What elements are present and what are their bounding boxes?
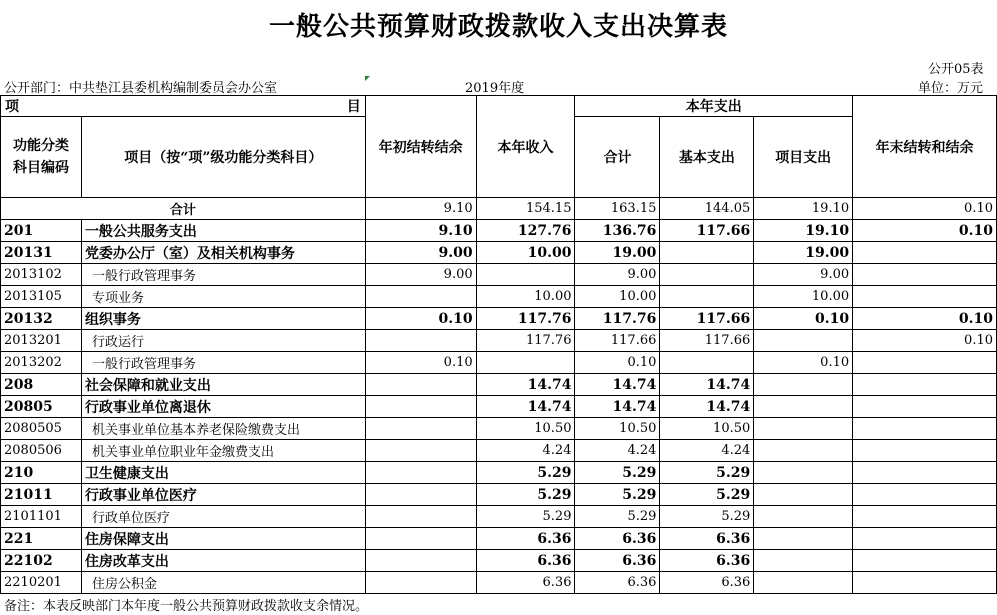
table-row <box>1 418 997 440</box>
income-cell: 14.74 <box>476 374 575 396</box>
income-cell: 5.29 <box>476 462 575 484</box>
table-row <box>1 308 997 330</box>
name-cell: 一般行政管理事务 <box>81 264 365 286</box>
end-balance-cell <box>853 242 997 264</box>
begin-balance-cell <box>365 550 476 572</box>
code-cell: 2013105 <box>1 286 82 308</box>
income-cell: 5.29 <box>476 484 575 506</box>
table-row <box>1 572 997 594</box>
end-balance-cell <box>853 396 997 418</box>
end-balance-cell <box>853 572 997 594</box>
begin-balance-cell <box>365 506 476 528</box>
income-cell: 6.36 <box>476 550 575 572</box>
total-expense-cell: 163.15 <box>575 198 660 220</box>
basic-expense-cell: 5.29 <box>660 506 754 528</box>
end-balance-cell <box>853 352 997 374</box>
project-expense-cell: 19.10 <box>754 220 853 242</box>
code-cell: 2013201 <box>1 330 82 352</box>
code-cell: 20132 <box>1 308 82 330</box>
begin-balance-cell <box>365 440 476 462</box>
footnote: 备注：本表反映部门本年度一般公共预算财政拨款收支余情况。 <box>4 599 369 614</box>
basic-expense-cell: 6.36 <box>660 572 754 594</box>
code-cell: 201 <box>1 220 82 242</box>
end-balance-cell <box>853 528 997 550</box>
income-cell: 10.00 <box>476 242 575 264</box>
total-expense-cell: 5.29 <box>575 462 660 484</box>
basic-expense-cell: 14.74 <box>660 374 754 396</box>
table-row <box>1 330 997 352</box>
name-cell: 机关事业单位基本养老保险缴费支出 <box>81 418 365 440</box>
begin-balance-cell <box>365 396 476 418</box>
basic-expense-cell <box>660 264 754 286</box>
total-expense-header: 合计 <box>575 117 660 198</box>
basic-expense-cell <box>660 286 754 308</box>
expense-group-header: 本年支出 <box>575 96 853 117</box>
income-cell: 117.76 <box>476 330 575 352</box>
income-cell <box>476 352 575 374</box>
table-row <box>1 286 997 308</box>
total-expense-cell: 117.66 <box>575 330 660 352</box>
project-expense-cell <box>754 506 853 528</box>
begin-balance-cell <box>365 374 476 396</box>
end-balance-cell <box>853 484 997 506</box>
item-header-right: 目 <box>346 99 361 115</box>
code-column-header-line2: 科目编码 <box>12 160 69 176</box>
end-balance-cell <box>853 550 997 572</box>
table-row <box>1 550 997 572</box>
table-row <box>1 528 997 550</box>
total-label-cell: 合计 <box>1 198 366 220</box>
code-cell: 210 <box>1 462 82 484</box>
total-expense-cell: 117.76 <box>575 308 660 330</box>
code-cell: 2101101 <box>1 506 82 528</box>
basic-expense-cell <box>660 242 754 264</box>
name-cell: 一般行政管理事务 <box>81 352 365 374</box>
total-expense-cell: 14.74 <box>575 396 660 418</box>
basic-expense-cell: 6.36 <box>660 528 754 550</box>
table-row <box>1 264 997 286</box>
basic-expense-cell: 6.36 <box>660 550 754 572</box>
begin-balance-cell: 9.00 <box>365 242 476 264</box>
begin-balance-cell <box>365 418 476 440</box>
name-cell: 专项业务 <box>81 286 365 308</box>
total-expense-cell: 10.50 <box>575 418 660 440</box>
income-cell: 10.00 <box>476 286 575 308</box>
name-cell: 行政运行 <box>81 330 365 352</box>
end-balance-cell <box>853 418 997 440</box>
department-label: 公开部门：中共垫江县委机构编制委员会办公室 <box>4 81 278 96</box>
basic-expense-cell <box>660 352 754 374</box>
income-cell: 154.15 <box>476 198 575 220</box>
code-cell: 20131 <box>1 242 82 264</box>
name-cell: 行政单位医疗 <box>81 506 365 528</box>
table-row <box>1 506 997 528</box>
end-balance-cell <box>853 374 997 396</box>
begin-balance-cell: 0.10 <box>365 352 476 374</box>
income-cell: 14.74 <box>476 396 575 418</box>
total-expense-cell: 6.36 <box>575 572 660 594</box>
begin-balance-header: 年初结转结余 <box>365 96 476 198</box>
project-expense-cell: 19.10 <box>754 198 853 220</box>
begin-balance-cell <box>365 528 476 550</box>
total-expense-cell: 9.00 <box>575 264 660 286</box>
begin-balance-cell <box>365 286 476 308</box>
table-row <box>1 242 997 264</box>
total-expense-cell: 5.29 <box>575 506 660 528</box>
fiscal-year: 2019年度 <box>465 81 525 96</box>
basic-expense-cell: 5.29 <box>660 462 754 484</box>
project-expense-cell <box>754 330 853 352</box>
code-cell: 208 <box>1 374 82 396</box>
form-number: 公开05表 <box>928 62 984 77</box>
code-cell: 2210201 <box>1 572 82 594</box>
end-balance-cell: 0.10 <box>853 198 997 220</box>
code-column-header <box>1 117 82 198</box>
table-row <box>1 352 997 374</box>
income-cell: 6.36 <box>476 572 575 594</box>
end-balance-cell: 0.10 <box>853 330 997 352</box>
total-expense-cell: 14.74 <box>575 374 660 396</box>
project-expense-cell <box>754 484 853 506</box>
table-row <box>1 198 997 220</box>
income-header: 本年收入 <box>476 96 575 198</box>
income-cell: 5.29 <box>476 506 575 528</box>
total-expense-cell: 19.00 <box>575 242 660 264</box>
item-header-left: 项 <box>5 99 19 115</box>
code-cell: 2013102 <box>1 264 82 286</box>
income-cell: 6.36 <box>476 528 575 550</box>
total-expense-cell: 6.36 <box>575 528 660 550</box>
end-balance-header: 年末结转和结余 <box>853 96 997 198</box>
project-expense-cell <box>754 528 853 550</box>
basic-expense-cell: 144.05 <box>660 198 754 220</box>
project-expense-cell: 10.00 <box>754 286 853 308</box>
end-balance-cell <box>853 462 997 484</box>
basic-expense-header: 基本支出 <box>660 117 754 198</box>
project-expense-cell <box>754 396 853 418</box>
total-expense-cell: 0.10 <box>575 352 660 374</box>
income-cell <box>476 264 575 286</box>
name-cell: 组织事务 <box>81 308 365 330</box>
income-cell: 4.24 <box>476 440 575 462</box>
table-row <box>1 440 997 462</box>
basic-expense-cell: 117.66 <box>660 220 754 242</box>
begin-balance-cell: 9.00 <box>365 264 476 286</box>
project-expense-cell <box>754 374 853 396</box>
name-cell: 一般公共服务支出 <box>81 220 365 242</box>
code-cell: 20805 <box>1 396 82 418</box>
project-expense-header: 项目支出 <box>754 117 853 198</box>
table-row <box>1 220 997 242</box>
end-balance-cell <box>853 286 997 308</box>
table-row <box>1 374 997 396</box>
budget-table <box>0 95 997 594</box>
name-cell: 住房公积金 <box>81 572 365 594</box>
basic-expense-cell: 14.74 <box>660 396 754 418</box>
code-cell: 221 <box>1 528 82 550</box>
table-body <box>1 198 997 594</box>
cell-comment-marker <box>365 76 370 81</box>
end-balance-cell: 0.10 <box>853 220 997 242</box>
report-title: 一般公共预算财政拨款收入支出决算表 <box>268 12 728 42</box>
table-row <box>1 396 997 418</box>
code-cell: 2013202 <box>1 352 82 374</box>
project-expense-cell <box>754 462 853 484</box>
begin-balance-cell: 9.10 <box>365 220 476 242</box>
end-balance-cell: 0.10 <box>853 308 997 330</box>
income-cell: 117.76 <box>476 308 575 330</box>
project-expense-cell <box>754 418 853 440</box>
income-cell: 127.76 <box>476 220 575 242</box>
basic-expense-cell: 5.29 <box>660 484 754 506</box>
project-expense-cell <box>754 440 853 462</box>
total-expense-cell: 136.76 <box>575 220 660 242</box>
begin-balance-cell: 0.10 <box>365 308 476 330</box>
project-expense-cell: 0.10 <box>754 308 853 330</box>
name-cell: 卫生健康支出 <box>81 462 365 484</box>
begin-balance-cell <box>365 462 476 484</box>
name-cell: 党委办公厅（室）及相关机构事务 <box>81 242 365 264</box>
name-cell: 社会保障和就业支出 <box>81 374 365 396</box>
item-header <box>1 96 366 117</box>
begin-balance-cell <box>365 330 476 352</box>
total-expense-cell: 4.24 <box>575 440 660 462</box>
begin-balance-cell: 9.10 <box>365 198 476 220</box>
table-row <box>1 484 997 506</box>
total-expense-cell: 10.00 <box>575 286 660 308</box>
end-balance-cell <box>853 506 997 528</box>
total-expense-cell: 5.29 <box>575 484 660 506</box>
income-cell: 10.50 <box>476 418 575 440</box>
total-expense-cell: 6.36 <box>575 550 660 572</box>
name-cell: 行政事业单位医疗 <box>81 484 365 506</box>
code-cell: 21011 <box>1 484 82 506</box>
project-expense-cell <box>754 550 853 572</box>
code-column-header-line1: 功能分类 <box>12 138 69 154</box>
project-expense-cell: 0.10 <box>754 352 853 374</box>
project-expense-cell: 9.00 <box>754 264 853 286</box>
basic-expense-cell: 117.66 <box>660 330 754 352</box>
begin-balance-cell <box>365 572 476 594</box>
name-cell: 机关事业单位职业年金缴费支出 <box>81 440 365 462</box>
end-balance-cell <box>853 440 997 462</box>
name-cell: 行政事业单位离退休 <box>81 396 365 418</box>
basic-expense-cell: 117.66 <box>660 308 754 330</box>
code-cell: 2080505 <box>1 418 82 440</box>
begin-balance-cell <box>365 484 476 506</box>
table-row <box>1 462 997 484</box>
basic-expense-cell: 10.50 <box>660 418 754 440</box>
unit-label: 单位：万元 <box>918 81 984 96</box>
project-expense-cell <box>754 572 853 594</box>
code-cell: 2080506 <box>1 440 82 462</box>
name-cell: 住房保障支出 <box>81 528 365 550</box>
name-cell: 住房改革支出 <box>81 550 365 572</box>
name-column-header: 项目（按“项”级功能分类科目） <box>81 117 365 198</box>
basic-expense-cell: 4.24 <box>660 440 754 462</box>
end-balance-cell <box>853 264 997 286</box>
project-expense-cell: 19.00 <box>754 242 853 264</box>
code-cell: 22102 <box>1 550 82 572</box>
